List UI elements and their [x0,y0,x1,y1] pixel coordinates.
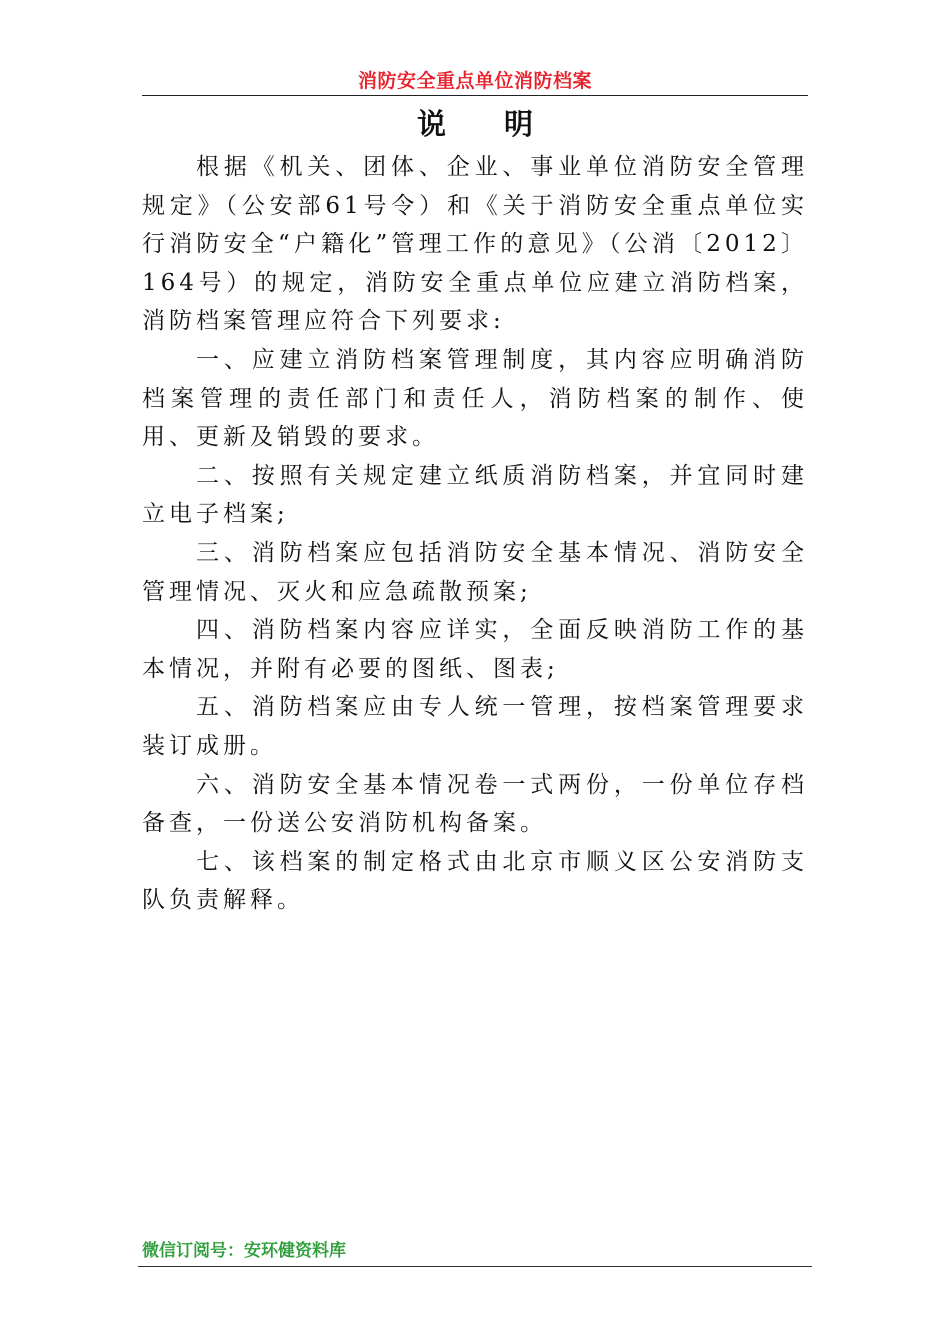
document-title: 说 明 [416,107,533,141]
footer-wechat-account: 微信订阅号：安环健资料库 [142,1241,346,1261]
requirement-item-5: 五、消防档案应由专人统一管理，按档案管理要求装订成册。 [142,694,808,759]
intro-paragraph: 根据《机关、团体、企业、事业单位消防安全管理规定》（公安部61号令）和《关于消防安全重点单位实行消防安全“户籍化”管理工作的意见》（公消〔2012〕164号）的规定，消防安全重点单位应建立消防档案，消防档案管理应符合下列要求: [142,154,808,335]
document-body [142,148,808,920]
footer-divider [138,1266,812,1267]
requirement-item-6: 六、消防安全基本情况卷一式两份，一份单位存档备查，一份送公安消防机构备案。 [142,771,808,837]
header-divider [142,95,808,96]
requirement-item-4: 四、消防档案内容应详实，全面反映消防工作的基本情况，并附有必要的图纸、图表; [142,617,808,682]
requirement-item-1: 一、应建立消防档案管理制度，其内容应明确消防档案管理的责任部门和责任人，消防档案的制作、使用、更新及销毁的要求。 [142,346,808,451]
page-header-title: 消防安全重点单位消防档案 [357,70,592,92]
requirement-item-2: 二、按照有关规定建立纸质消防档案，并宜同时建立电子档案; [142,462,808,528]
requirement-item-3: 三、消防档案应包括消防安全基本情况、消防安全管理情况、灭火和应急疏散预案; [142,539,808,605]
requirement-item-7: 七、该档案的制定格式由北京市顺义区公安消防支队负责解释。 [142,848,808,914]
